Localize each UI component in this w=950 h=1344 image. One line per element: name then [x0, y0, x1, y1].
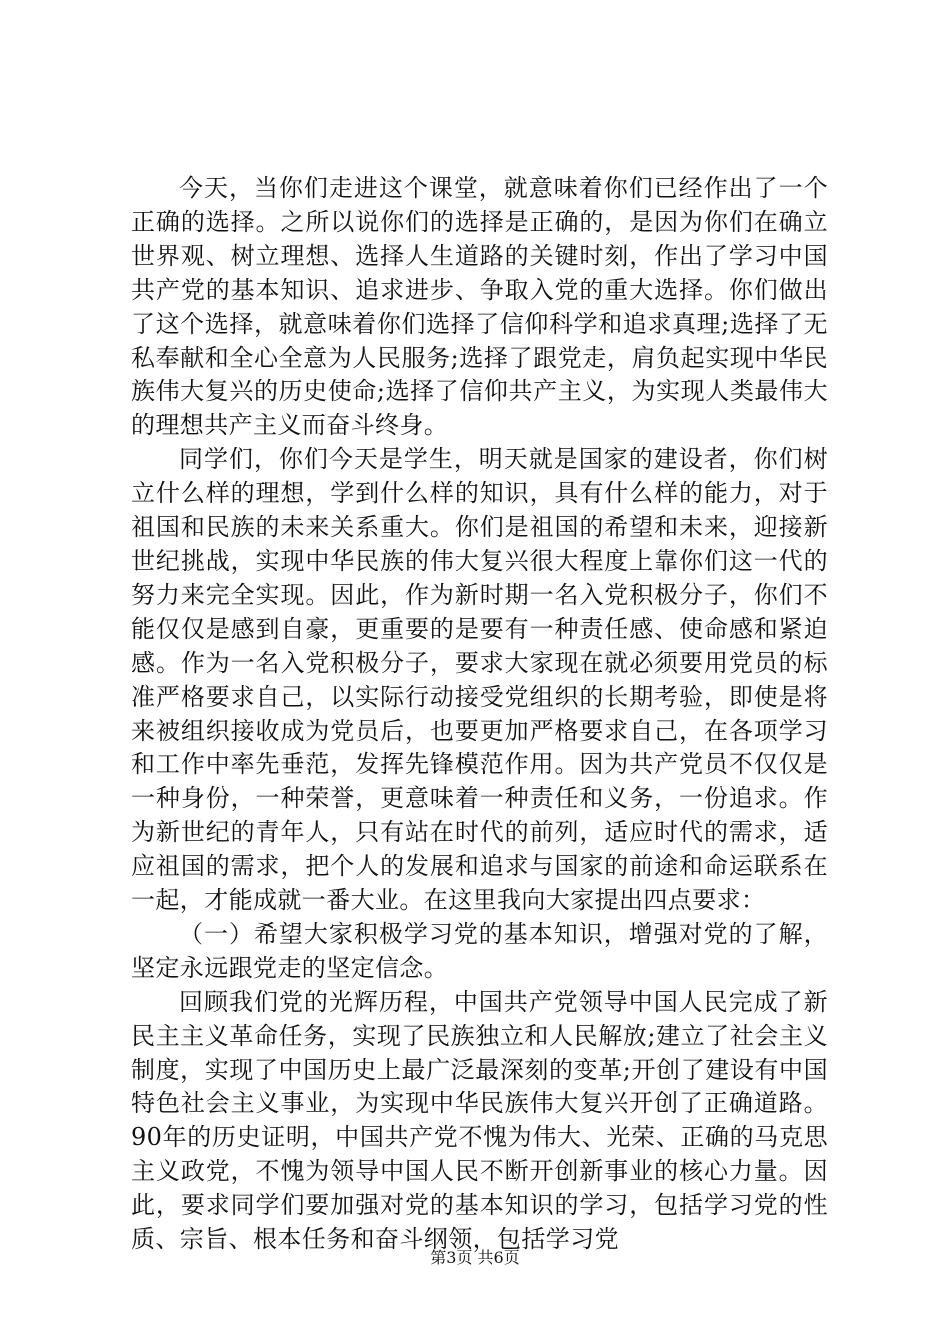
page-footer: 第3页 共6页: [430, 1248, 520, 1267]
paragraph-1: 今天，当你们走进这个课堂，就意味着你们已经作出了一个正确的选择。之所以说你们的选择是正确的，是因为你们在确立世界观、树立理想、选择人生道路的关键时刻，作出了学习中国共产党的基本知识、追求进步、争取入党的重大选择。你们做出了这个选择，就意味着你们选择了信仰科学和追求真理;选择了无私奉献和全心全意为人民服务;选择了跟党走，肩负起实现中华民族伟大复兴的历史使命;选择了信仰共产主义，为实现人类最伟大的理想共产主义而奋斗终身。: [131, 174, 828, 440]
document-body: [131, 172, 828, 1257]
paragraph-3: （一）希望大家积极学习党的基本知识，增强对党的了解，坚定永远跟党走的坚定信念。: [131, 919, 828, 982]
paragraph-2: 同学们，你们今天是学生，明天就是国家的建设者，你们树立什么样的理想，学到什么样的知识，具有什么样的能力，对于祖国和民族的未来关系重大。你们是祖国的希望和未来，迎接新世纪挑战，实现中华民族的伟大复兴很大程度上靠你们这一代的努力来完全实现。因此，作为新时期一名入党积极分子，你们不能仅仅是感到自豪，更重要的是要有一种责任感、使命感和紧迫感。作为一名入党积极分子，要求大家现在就必须要用党员的标准严格要求自己，以实际行动接受党组织的长期考验，即使是将来被组织接收成为党员后，也要更加严格要求自己，在各项学习和工作中率先垂范，发挥先锋模范作用。因为共产党员不仅仅是一种身份，一种荣誉，更意味着一种责任和义务，一份追求。作为新世纪的青年人，只有站在时代的前列，适应时代的需求，适应祖国的需求，把个人的发展和追求与国家的前途和命运联系在一起，才能成就一番大业。在这里我向大家提出四点要求：: [131, 445, 828, 915]
paragraph-4: 回顾我们党的光辉历程，中国共产党领导中国人民完成了新民主主义革命任务，实现了民族独立和人民解放;建立了社会主义制度，实现了中国历史上最广泛最深刻的变革;开创了建设有中国特色社会主义事业，为实现中华民族伟大复兴开创了正确道路。90年的历史证明，中国共产党不愧为伟大、光荣、正确的马克思主义政党，不愧为领导中国人民不断开创新事业的核心力量。因此，要求同学们要加强对党的基本知识的学习，包括学习党的性质、宗旨、根本任务和奋斗纲领，包括学习党: [131, 987, 828, 1254]
